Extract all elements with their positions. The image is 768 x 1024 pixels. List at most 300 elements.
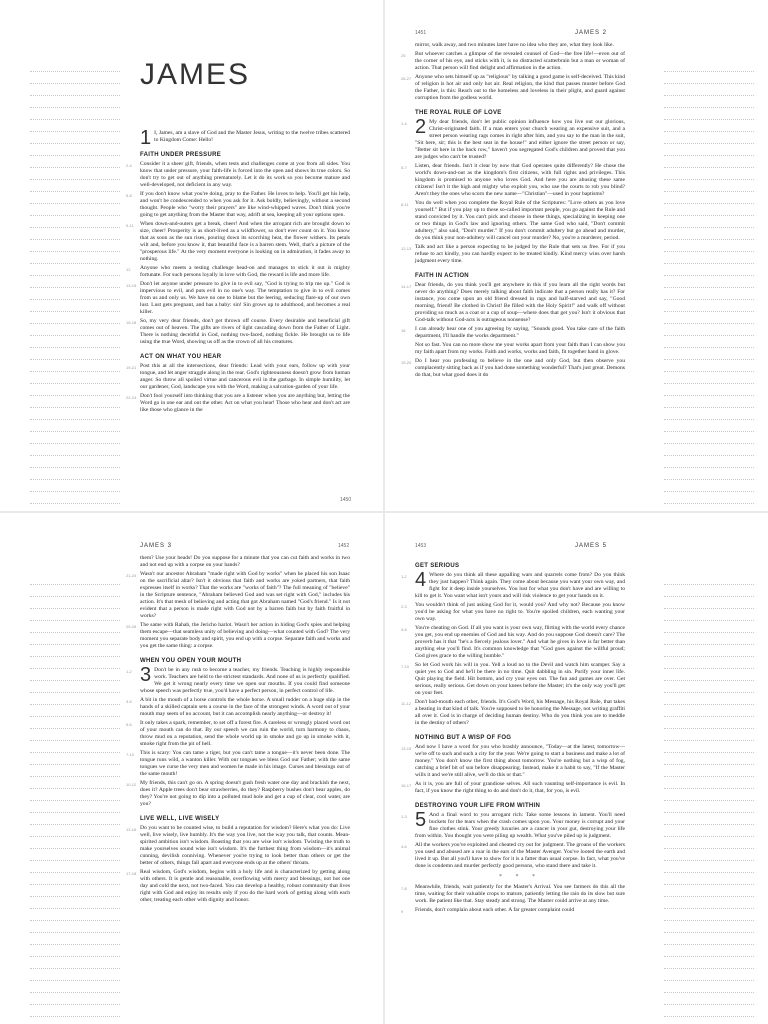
note-line [30, 789, 120, 801]
note-line [30, 444, 120, 456]
text-column [126, 513, 350, 1024]
page-1450 [0, 0, 383, 511]
verse-text: Real wisdom, God's wisdom, begins with a holy life and is characterized by getting along with others. It is gentle and reasonable, overflowing with mercy and blessings, not hot one day and cold the next, not two-faced. You can develop a healthy, robust community that lives right with God and enjoy its results only if you do the hard work of getting along with each other, treating each other with dignity and honor. [140, 869, 350, 903]
note-line [664, 705, 754, 717]
note-line [664, 753, 754, 765]
margin-note-lines [664, 60, 754, 491]
note-line [664, 993, 754, 1005]
note-line [30, 324, 120, 336]
verse-number: 1-2 [126, 669, 132, 674]
section-heading: DESTROYING YOUR LIFE FROM WITHIN [415, 803, 541, 809]
verse-text: Do I hear you professing to believe in the one and only God, but then observe you complacently sitting back as if you had done something wonderful? That's just great. Demons do that, but what good does it do [415, 358, 625, 378]
verse-text: And now I have a word for you who brashly announce, "Today—at the latest, tomorrow—we're off to such and such a city for the year. We're going to start a business and make a lot of money." You don't know the first thing about tomorrow. You're nothing but a wisp of fog, catching a brief bit of sun before disappearing. Instead, make it a habit to say, "If the Master wills it and we're still alive, we'll do this or that." [415, 744, 625, 778]
note-line [664, 468, 754, 480]
verse-text: Don't let anyone under pressure to give in to evil say, "God is trying to trip me up." God is impervious to evil, and puts evil in no one's way. The temptation to give in to evil comes from us and only us. We have no one to blame but the leering, seducing flare-up of our own lust. Lust gets pregnant, and has a baby: sin! Sin grows up to adulthood, and becomes a real killer. [140, 281, 350, 315]
verse-number: 4-6 [401, 627, 407, 632]
note-line [30, 360, 120, 372]
page-number: 1452 [338, 543, 350, 549]
note-line [664, 1017, 754, 1024]
note-line [664, 777, 754, 789]
verse-text: My friends, this can't go on. A spring doesn't gush fresh water one day and brackish the next, does it? Apple trees don't bear strawberries, do they? Raspberry bushes don't bear apples, do they? You're not going to dip into a polluted mud hole and get a cup of clear, cool water, are you? [140, 780, 350, 807]
verse-text: Anyone who sets himself up as "religious" by talking a good game is self-deceived. This kind of religion is hot air and only hot air. Real religion, the kind that passes muster before God the Father, is this: Reach out to the homeless and loveless in their plight, and guard against corruption from the godless world. [415, 74, 625, 101]
verse-text: When down-and-outers get a break, cheer! And when the arrogant rich are brought down to size, cheer! Prosperity is as short-lived as a wildflower, so don't ever count on it. You know that as soon as the sun rises, pouring down its scorching heat, the flower withers. Its petals wilt and, before you know it, that beautiful face is a barren stem. Well, that's a picture of the "prosperous life." At the very moment everyone is looking on in admiration, it fades away to nothing. [140, 221, 350, 262]
verse-paragraph [401, 569, 625, 600]
note-line [30, 408, 120, 420]
note-line [30, 288, 120, 300]
note-line [30, 705, 120, 717]
note-line [30, 504, 120, 511]
note-line [664, 456, 754, 468]
note-line [30, 144, 120, 156]
verse-text: Dear friends, do you think you'll get anywhere in this if you learn all the right words but never do anything? Does merely talking about faith indicate that a person really has it? For instance, you come upon an old friend dressed in rags and half-starved and say, "Good morning, friend! Be clothed in Christ! Be filled with the Holy Spirit!" and walk off without providing so much as a coat or a cup of soup—where does that get you? Isn't it obvious that God-talk without God-acts is outrageous nonsense? [415, 282, 625, 323]
verse-paragraph [126, 363, 350, 391]
page-1451 [385, 0, 768, 511]
verse-text: But whoever catches a glimpse of the revealed counsel of God—the free life!—even out of the corner of his eye, and sticks with it, is no distracted scatterbrain but a man or woman of action. That person will find delight and affirmation in the action. [415, 51, 625, 71]
note-line [664, 573, 754, 585]
verse-number: 12-13 [401, 246, 412, 251]
verse-text: Consider it a sheer gift, friends, when tests and challenges come at you from all sides. You know that under pressure, your faith-life is forced into the open and shows its true colors. So don't try to get out of anything prematurely. Let it do its work so you become mature and well-developed, not deficient in any way. [140, 161, 350, 188]
note-line [30, 981, 120, 993]
margin-note-lines [664, 573, 754, 1004]
verse-number: 13-15 [401, 746, 412, 751]
chapter-number: 5 [415, 809, 427, 831]
note-line [664, 324, 754, 336]
note-line [30, 573, 120, 585]
verse-text: Where do you think all these appalling wars and quarrels come from? Do you think they just happen? Think again. They come about because you want your own way, and fight for it deep inside yourselves. You lust for what you don't have and are willing to kill to get it. You want what isn't yours and will risk violence to get your hands on it. [415, 572, 625, 599]
note-line [30, 585, 120, 597]
verse-number: 1-3 [401, 814, 407, 819]
note-line [664, 288, 754, 300]
note-line [30, 156, 120, 168]
note-line [664, 336, 754, 348]
note-line [664, 420, 754, 432]
margin-note-lines [30, 573, 120, 1004]
note-line [664, 408, 754, 420]
verse-text: I can already hear one of you agreeing by saying, "Sounds good. You take care of the faith department, I'll handle the works department." [415, 326, 625, 339]
verse-paragraph [401, 907, 625, 914]
note-line [664, 909, 754, 921]
note-line [30, 456, 120, 468]
note-line [664, 669, 754, 681]
note-line [664, 801, 754, 813]
note-line [664, 300, 754, 312]
verse-text: Don't be in any rush to become a teacher, my friends. Teaching is highly responsible work. Teachers are held to the strictest standards. And none of us is perfectly qualified. We get it wrong nearly every time we open our mouths. If you could find someone whose speech was perfectly true, you'd have a perfect person, in perfect control of life. [140, 667, 350, 694]
page-1453 [385, 513, 768, 1024]
chapter-number: 1 [140, 127, 152, 149]
verse-text: A bit in the mouth of a horse controls the whole horse. A small rudder on a huge ship in the hands of a skilled captain sets a course in the face of the strongest winds. A word out of your mouth may seem of no account, but it can accomplish nearly anything—or destroy it! [140, 697, 350, 717]
note-line [664, 228, 754, 240]
verse-paragraph [126, 750, 350, 778]
verse-number: 2-3 [401, 604, 407, 609]
verse-paragraph [401, 602, 625, 623]
verse-paragraph [126, 697, 350, 718]
note-line [30, 933, 120, 945]
note-line [664, 597, 754, 609]
verse-text: Don't fool yourself into thinking that you are a listener when you are anything but, letting the Word go in one ear and out the other. Act on what you hear! Those who hear and don't act are like those who glance in the [140, 393, 350, 413]
verse-text: Anyone who meets a testing challenge head-on and manages to stick it out is mighty fortunate. For such persons loyally in love with God, the reward is life and more life. [140, 265, 350, 278]
note-line [664, 480, 754, 492]
note-line [30, 84, 120, 96]
note-line [30, 657, 120, 669]
verse-text: Do you want to be counted wise, to build a reputation for wisdom? Here's what you do: Live well, live wisely, live humbly. It's the way you live, not the way you talk, that counts. Mean-spirited ambition isn't wisdom. Boasting that you are wise isn't wisdom. Twisting the truth to make yourselves sound wise isn't wisdom. It's the furthest thing from wisdom—it's animal cunning, devilish conniving. Whenever you're trying to look better than others or get the better of others, things fall apart and everyone ends up at the others' throats. [140, 825, 350, 866]
note-line [664, 240, 754, 252]
note-line [664, 1005, 754, 1017]
note-line [664, 933, 754, 945]
note-line [30, 609, 120, 621]
note-line [30, 312, 120, 324]
note-line [30, 1005, 120, 1017]
note-line [664, 264, 754, 276]
note-line [30, 180, 120, 192]
note-line [664, 216, 754, 228]
note-line [664, 873, 754, 885]
verse-paragraph [126, 281, 350, 316]
verse-number: 1-4 [401, 121, 407, 126]
note-line [664, 504, 754, 511]
running-head: JAMES 2 [575, 30, 608, 36]
note-line [30, 492, 120, 504]
verse-paragraph [126, 622, 350, 650]
note-line [664, 276, 754, 288]
note-line [664, 741, 754, 753]
note-line [30, 384, 120, 396]
note-line [30, 765, 120, 777]
verse-text: So let God work his will in you. Yell a loud no to the Devil and watch him scamper. Say a quiet yes to God and he'll be there in no time. Quit dabbling in sin. Purify your inner life. Quit playing the field. Hit bottom, and cry your eyes out. The fun and games are over. Get serious, really serious. Get down on your knees before the Master; it's the only way you'll get on your feet. [415, 662, 625, 696]
note-line [30, 597, 120, 609]
verse-paragraph [401, 662, 625, 697]
note-line [664, 957, 754, 969]
note-line [30, 1017, 120, 1024]
note-line [30, 909, 120, 921]
margin-note-lines [30, 60, 120, 491]
verse-number: 9-11 [126, 223, 134, 228]
note-line [664, 384, 754, 396]
verse-number: 14-17 [401, 284, 412, 289]
running-head: JAMES 5 [575, 543, 608, 549]
note-line [664, 825, 754, 837]
page-number: 1453 [415, 543, 427, 549]
page-1452 [0, 513, 383, 1024]
note-line [30, 873, 120, 885]
note-line [30, 192, 120, 204]
note-line [30, 813, 120, 825]
note-line [30, 264, 120, 276]
verse-number: 13-16 [126, 827, 137, 832]
section-heading: WHEN YOU OPEN YOUR MOUTH [140, 658, 242, 664]
note-line [30, 885, 120, 897]
section-heading: FAITH UNDER PRESSURE [140, 152, 222, 158]
note-line [30, 252, 120, 264]
note-line [30, 120, 120, 132]
verse-number: 11-12 [401, 701, 411, 706]
sections [126, 152, 350, 414]
verse-paragraph [126, 720, 350, 748]
verse-text: Talk and act like a person expecting to be judged by the Rule that sets us free. For if you refuse to act kindly, you can hardly expect to be treated kindly. Kind mercy wins over harsh judgment every time. [415, 244, 625, 264]
note-line [30, 849, 120, 861]
text-column [126, 0, 350, 511]
note-line [30, 216, 120, 228]
section-break: * * * [499, 874, 541, 880]
note-line [30, 945, 120, 957]
note-line [664, 585, 754, 597]
running-head: JAMES 3 [140, 543, 173, 549]
verse-number: 19-20 [401, 360, 412, 365]
verse-paragraph [126, 393, 350, 414]
verse-text: You do well when you complete the Royal Rule of the Scriptures: "Love others as you love yourself." But if you play up to these so-called important people, you go against the Rule and stand convicted by it. You can't pick and choose in these things, specializing in keeping one or two things in God's law and ignoring others. The same God who said, "Don't commit adultery," also said, "Don't murder." If you don't commit adultery but go ahead and murder, do you think your non-adultery will cancel out your murder? No, you're a murderer, period. [415, 200, 625, 241]
verse-number: 9 [401, 909, 404, 914]
note-line [30, 837, 120, 849]
note-line [30, 300, 120, 312]
verse-paragraph [401, 358, 625, 379]
verse-number: 16-17 [401, 783, 412, 788]
note-line [30, 468, 120, 480]
note-line [664, 849, 754, 861]
verse-text: The same with Rahab, the Jericho harlot. Wasn't her action in hiding God's spies and helping them escape—that seamless unity of believing and doing—what counted with God? The very moment you separate body and spirit, you end up with a corpse. Separate faith and works and you get the same thing: a corpse. [140, 622, 350, 649]
note-line [664, 396, 754, 408]
note-line [30, 168, 120, 180]
chapter-number: 4 [415, 569, 427, 591]
note-line [664, 372, 754, 384]
note-line [664, 981, 754, 993]
verse-paragraph [401, 163, 625, 198]
note-line [30, 801, 120, 813]
verse-number: 5-6 [126, 722, 132, 727]
note-line [664, 132, 754, 144]
verse-number: 8-11 [401, 202, 409, 207]
page-number: 1451 [415, 30, 427, 36]
verse-number: 1-2 [401, 574, 407, 579]
note-line [664, 432, 754, 444]
verse-number: 7-10 [126, 752, 135, 757]
verse-paragraph [401, 282, 625, 324]
verse-number: 10-12 [126, 782, 137, 787]
verse-number: 7-8 [401, 886, 407, 891]
note-line [664, 252, 754, 264]
note-line [664, 168, 754, 180]
verse-number: 17-18 [126, 871, 137, 876]
verse-text: So, my very dear friends, don't get thrown off course. Every desirable and beneficial gift comes out of heaven. The gifts are rivers of light cascading down from the Father of Light. There is nothing deceitful in God, nothing two-faced, nothing fickle. He brought us to life using the true Word, showing us off as the crown of all his creatures. [140, 318, 350, 345]
verse-number: 12 [126, 267, 131, 272]
verse-number: 25-26 [126, 624, 137, 629]
verse-paragraph [401, 244, 625, 265]
verse-paragraph [126, 869, 350, 904]
verse-paragraph [415, 342, 625, 356]
verse-text: My dear friends, don't let public opinion influence how you live out our glorious, Christ-originated faith. If a man enters your church wearing an expensive suit, and a street person wearing rags comes in right after him, and you say to the man in the suit, "Sit here, sir; this is the best seat in the house!" and either ignore the street person or say, "Better sit here in the back row," haven't you segregated God's children and proved that you are judges who can't be trusted? [415, 119, 625, 160]
verse-number: 22-24 [126, 395, 137, 400]
note-line [30, 204, 120, 216]
verse-paragraph [126, 221, 350, 263]
verse-number: 2-4 [126, 163, 132, 168]
note-line [664, 945, 754, 957]
verse-text: Not so fast. You can no more show me your works apart from your faith than I can show you my faith apart from my works. Faith and works, works and faith, fit together hand in glove. [415, 342, 625, 355]
section-heading: NOTHING BUT A WISP OF FOG [415, 735, 512, 741]
section-heading: ACT ON WHAT YOU HEAR [140, 354, 222, 360]
verse-paragraph [126, 571, 350, 620]
verse-number: 18 [401, 328, 406, 333]
note-line [664, 72, 754, 84]
note-line [664, 729, 754, 741]
verse-paragraph [140, 555, 350, 569]
note-line [30, 108, 120, 120]
verse-paragraph [401, 200, 625, 242]
note-line [30, 741, 120, 753]
note-line [664, 633, 754, 645]
verse-text: If you don't know what you're doing, pray to the Father. He loves to help. You'll get his help, and won't be condescended to when you ask for it. Ask boldly, believingly, without a second thought. People who "worry their prayers" are like wind-whipped waves. Don't think you're going to get anything from the Master that way, adrift at sea, keeping all your options open. [140, 191, 350, 218]
note-line [30, 957, 120, 969]
note-line [664, 144, 754, 156]
note-line [664, 444, 754, 456]
note-line [30, 621, 120, 633]
note-line [664, 921, 754, 933]
note-line [664, 861, 754, 873]
note-line [30, 228, 120, 240]
verse-text: It only takes a spark, remember, to set off a forest fire. A careless or wrongly placed word out of your mouth can do that. By our speech we can ruin the world, turn harmony to chaos, throw mud on a reputation, send the whole world up in smoke and go up in smoke with it, smoke right from the pit of hell. [140, 720, 350, 747]
intro-paragraph: 1 I, James, am a slave of God and the Master Jesus, writing to the twelve tribes scattered to Kingdom Come: Hello! [140, 127, 350, 149]
note-line [664, 120, 754, 132]
note-line [30, 132, 120, 144]
note-line [30, 276, 120, 288]
note-line [664, 717, 754, 729]
verse-text: You're cheating on God. If all you want is your own way, flirting with the world every chance you get, you end up enemies of God and his way. And do you suppose God doesn't care? The proverb has it that "he's a fiercely jealous lover." And what he gives in love is far better than anything else you'll find. It's common knowledge that "God goes against the willful proud; God gives grace to the willing humble." [415, 625, 625, 659]
note-line [30, 969, 120, 981]
verse-number: 21-24 [126, 573, 137, 578]
verse-text: As it is, you are full of your grandiose selves. All such vaunting self-importance is evil. In fact, if you know the right thing to do and don't do it, that, for you, is evil. [415, 781, 625, 794]
note-line [664, 765, 754, 777]
note-line [30, 681, 120, 693]
verse-paragraph [126, 780, 350, 808]
note-line [664, 681, 754, 693]
note-line [30, 729, 120, 741]
verse-number: 3-5 [126, 699, 132, 704]
verse-text: Wasn't our ancestor Abraham "made right with God by works" when he placed his son Isaac on the sacrificial altar? Isn't it obvious that faith and works are yoked partners, that faith expresses itself in works? That the works are "works of faith"? The full meaning of "believe" in the Scripture sentence, "Abraham believed God and was set right with God," includes his action. It's that mesh of believing and acting that got Abraham named "God's friend." Is it not evident that a person is made right with God not by a barren faith but by faith fruitful in works? [140, 571, 350, 619]
verse-paragraph [401, 51, 625, 72]
verse-paragraph [126, 825, 350, 867]
verse-text: them? Use your heads! Do you suppose for a minute that you can cut faith and works in two and not end up with a corpse on your hands? [140, 555, 350, 568]
verse-number: 16-18 [126, 320, 137, 325]
verse-text: You wouldn't think of just asking God for it, would you? And why not? Because you know you'd be asking for what you have no right to. You're spoiled children, each wanting your own way. [415, 602, 625, 622]
note-line [30, 753, 120, 765]
note-line [664, 492, 754, 504]
note-line [664, 789, 754, 801]
note-line [30, 348, 120, 360]
note-line [30, 825, 120, 837]
verse-paragraph [126, 318, 350, 346]
note-line [664, 156, 754, 168]
verse-paragraph [401, 809, 625, 840]
note-line [664, 885, 754, 897]
note-line [664, 96, 754, 108]
note-line [30, 861, 120, 873]
verse-paragraph [415, 42, 625, 49]
section-heading: LIVE WELL, LIVE WISELY [140, 816, 220, 822]
note-line [664, 693, 754, 705]
chapter-number: 2 [415, 116, 427, 138]
verse-paragraph [126, 664, 350, 695]
note-line [664, 609, 754, 621]
book-title: JAMES [140, 58, 251, 91]
verse-text: Meanwhile, friends, wait patiently for the Master's Arrival. You see farmers do this all the time, waiting for their valuable crops to mature, patiently letting the rain do its slow but sure work. Be patient like that. Stay steady and strong. The Master could arrive at any time. [415, 884, 625, 904]
chapter-number: 3 [140, 664, 152, 686]
verse-paragraph [126, 191, 350, 219]
verse-paragraph [401, 884, 625, 905]
note-line [30, 633, 120, 645]
note-line [30, 897, 120, 909]
note-line [664, 360, 754, 372]
note-line [30, 993, 120, 1005]
note-line [30, 921, 120, 933]
note-line [30, 72, 120, 84]
note-line [664, 348, 754, 360]
text-column [401, 0, 625, 511]
note-line [30, 396, 120, 408]
verse-text: Listen, dear friends. Isn't it clear by now that God operates quite differently? He chose the world's down-and-out as the kingdom's first citizens, with full rights and privileges. This kingdom is promised to anyone who loves God. And here you are abusing these same citizens! Isn't it the high and mighty who exploit you, who use the courts to rob you blind? Aren't they the ones who scorn the new name—"Christian"—used in your baptisms? [415, 163, 625, 197]
text-column [401, 513, 625, 1024]
verse-paragraph [401, 842, 625, 870]
note-line [30, 240, 120, 252]
note-line [664, 813, 754, 825]
verse-number: 13-15 [126, 283, 137, 288]
note-line [30, 669, 120, 681]
note-line [30, 60, 120, 72]
section-heading: THE ROYAL RULE OF LOVE [415, 110, 502, 116]
note-line [664, 108, 754, 120]
note-line [664, 621, 754, 633]
note-line [30, 420, 120, 432]
note-line [664, 192, 754, 204]
note-line [30, 432, 120, 444]
verse-text: Friends, don't complain about each other. A far greater complaint could [415, 907, 575, 913]
section-heading: GET SERIOUS [415, 563, 460, 569]
note-line [30, 336, 120, 348]
note-line [664, 204, 754, 216]
verse-text: Post this at all the intersections, dear friends: Lead with your ears, follow up with your tongue, and let anger straggle along in the rear. God's righteousness doesn't grow from human anger. So throw all spoiled virtue and cancerous evil in the garbage. In simple humility, let our gardener, God, landscape you with the Word, making a salvation-garden of your life. [140, 363, 350, 390]
verse-number: 7-10 [401, 664, 410, 669]
verse-number: 5-8 [126, 193, 132, 198]
note-line [664, 312, 754, 324]
verse-paragraph [401, 625, 625, 660]
verse-paragraph [401, 116, 625, 161]
note-line [30, 372, 120, 384]
note-line [664, 837, 754, 849]
verse-number: 19-21 [126, 365, 137, 370]
verse-paragraph [401, 326, 625, 340]
note-line [30, 480, 120, 492]
page-number: 1450 [340, 497, 352, 503]
note-line [30, 717, 120, 729]
verse-number: 26-27 [401, 76, 412, 81]
verse-text: And a final word to you arrogant rich: Take some lessons in lament. You'll need buckets for the tears when the crash comes upon you. Your money is corrupt and your fine clothes stink. Your greedy luxuries are a cancer in your gut, destroying your life from within. You thought you were piling up wealth. What you've piled up is judgment. [415, 812, 625, 839]
verse-paragraph [126, 265, 350, 279]
note-line [664, 969, 754, 981]
note-line [30, 645, 120, 657]
verse-number: 25 [401, 53, 406, 58]
note-line [664, 180, 754, 192]
note-line [30, 777, 120, 789]
verse-text: mirror, walk away, and two minutes later have no idea who they are, what they look like. [415, 42, 614, 48]
note-line [664, 84, 754, 96]
note-line [664, 60, 754, 72]
verse-number: 5-7 [401, 165, 407, 170]
verse-text: All the workers you've exploited and cheated cry out for judgment. The groans of the workers you used and abused are a roar in the ears of the Master Avenger. You've looted the earth and lived it up. But all you'll have to show for it is a fatter than usual corpse. In fact, what you've done is condemn and murder perfectly good persons, who stand there and take it. [415, 842, 625, 869]
note-line [30, 96, 120, 108]
verse-paragraph [401, 781, 625, 795]
section-heading: FAITH IN ACTION [415, 273, 469, 279]
note-line [664, 897, 754, 909]
verse-paragraph [126, 161, 350, 189]
verse-paragraph [401, 74, 625, 102]
verse-text: Don't bad-mouth each other, friends. It's God's Word, his Message, his Royal Rule, that takes a beating in that kind of talk. You're supposed to be honoring the Message, not writing graffiti all over it. God is in charge of deciding human destiny. Who do you think you are to meddle in the destiny of others? [415, 699, 625, 726]
verse-text: This is scary: You can tame a tiger, but you can't tame a tongue—it's never been done. The tongue runs wild, a wanton killer. With our tongues we bless God our Father; with the same tongues we curse the very men and women he made in his image. Curses and blessings out of the same mouth! [140, 750, 350, 777]
